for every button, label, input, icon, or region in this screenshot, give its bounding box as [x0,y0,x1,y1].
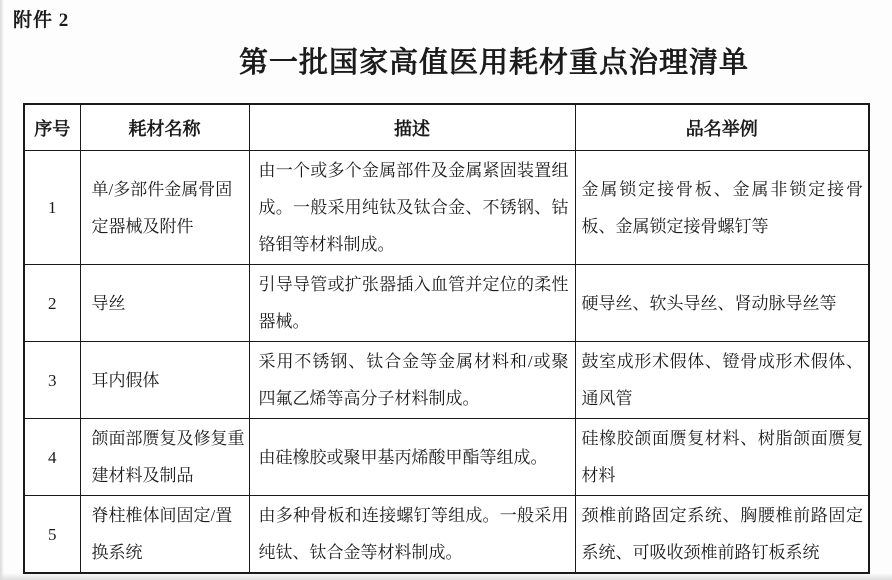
row-serial-number: 1 [24,151,80,265]
row-description: 采用不锈钢、钛合金等金属材料和/或聚四氟乙烯等高分子材料制成。 [249,342,575,419]
row-consumable-name: 导丝 [80,265,249,342]
row-consumable-name: 单/多部件金属骨固定器械及附件 [80,151,249,265]
row-consumable-name: 颌面部赝复及修复重建材料及制品 [80,419,249,496]
row-consumable-name: 脊柱椎体间固定/置换系统 [80,496,249,574]
row-description: 由硅橡胶或聚甲基丙烯酸甲酯等组成。 [249,419,575,496]
row-serial-number: 5 [24,496,80,574]
row-examples: 金属锁定接骨板、金属非锁定接骨板、金属锁定接骨螺钉等 [575,151,869,265]
table-header-row [24,104,869,151]
table-row [24,265,869,342]
header-consumable-name: 耗材名称 [80,104,249,151]
table-row [24,342,869,419]
document-title: 第一批国家高值医用耗材重点治理清单 [238,47,749,79]
header-product-examples: 品名举例 [575,104,869,151]
table-row [24,419,869,496]
attachment-label: 附件 2 [13,10,70,31]
scan-edge-left-shading [0,0,4,580]
row-serial-number: 2 [24,265,80,342]
row-description: 引导导管或扩张器插入血管并定位的柔性器械。 [249,265,575,342]
table-row [24,496,869,574]
row-serial-number: 4 [24,419,80,496]
header-description: 描述 [249,104,575,151]
row-examples: 颈椎前路固定系统、胸腰椎前路固定系统、可吸收颈椎前路钉板系统 [575,496,869,574]
consumables-table [23,103,870,574]
row-serial-number: 3 [24,342,80,419]
row-description: 由一个或多个金属部件及金属紧固装置组成。一般采用纯钛及钛合金、不锈钢、钴铬钼等材料制成。 [249,151,575,265]
header-serial-number: 序号 [24,104,80,151]
table-row [24,151,869,265]
row-examples: 鼓室成形术假体、镫骨成形术假体、通风管 [575,342,869,419]
row-consumable-name: 耳内假体 [80,342,249,419]
row-description: 由多种骨板和连接螺钉等组成。一般采用纯钛、钛合金等材料制成。 [249,496,575,574]
row-examples: 硅橡胶颌面赝复材料、树脂颌面赝复材料 [575,419,869,496]
scan-edge-bottom-shading [0,573,892,580]
row-examples: 硬导丝、软头导丝、肾动脉导丝等 [575,265,869,342]
